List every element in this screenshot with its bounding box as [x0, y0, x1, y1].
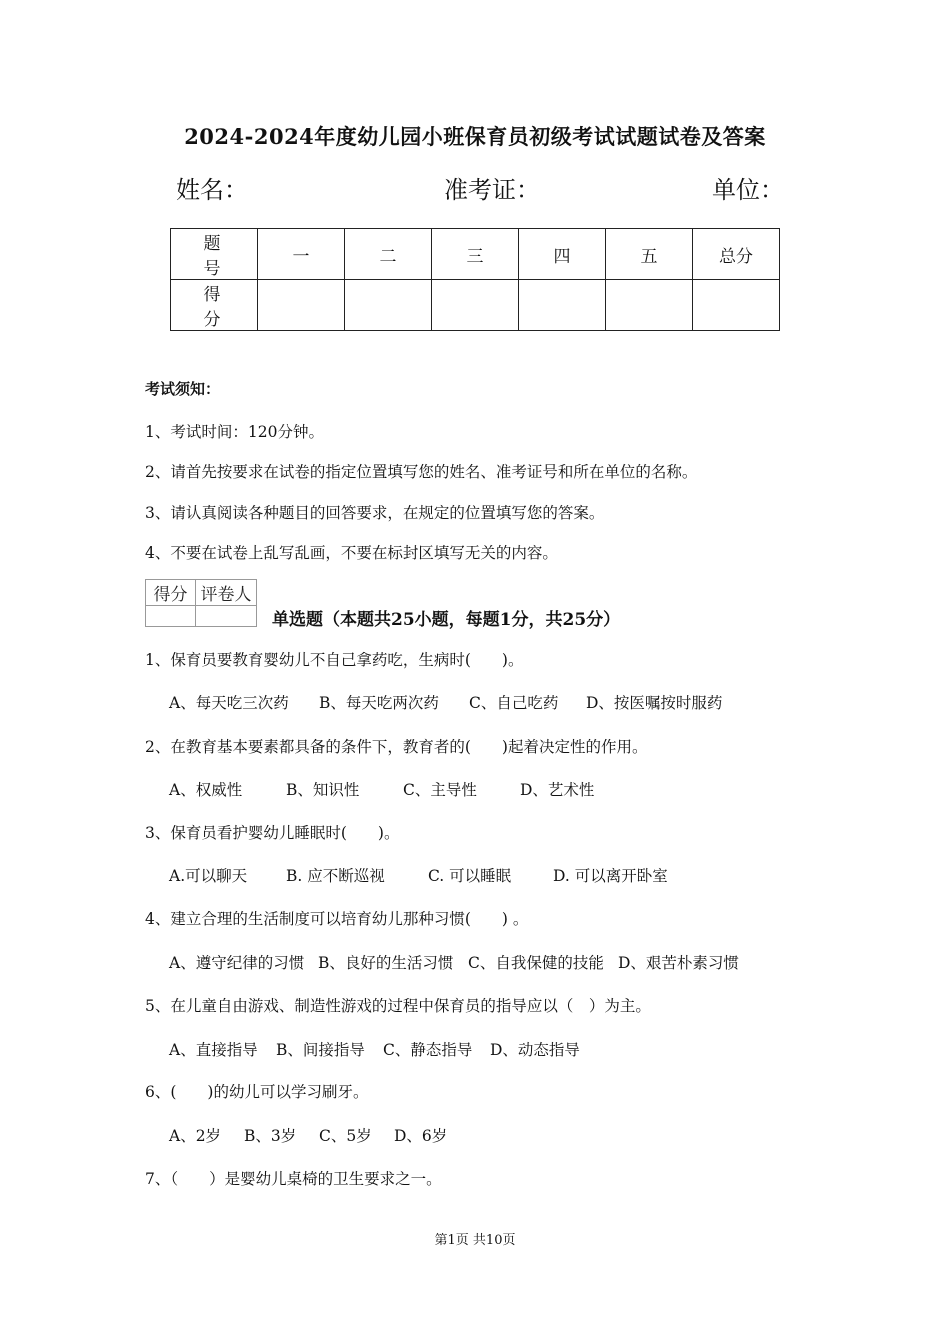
option: B、间接指导	[276, 1041, 365, 1059]
option: C、自己吃药	[469, 694, 559, 712]
option: D、按医嘱按时服药	[586, 694, 723, 712]
question-stem: 1、保育员要教育婴幼儿不自己拿药吃，生病时( )。	[145, 651, 524, 669]
question-stem: 3、保育员看护婴幼儿睡眠时( )。	[145, 824, 400, 842]
option: B、每天吃两次药	[319, 694, 439, 712]
question-options	[169, 864, 668, 886]
option: A、权威性	[169, 781, 243, 799]
notice-item: 1、考试时间：120分钟。	[145, 423, 324, 441]
option: C、静态指导	[383, 1041, 473, 1059]
section-title: 单选题（本题共25小题，每题1分，共25分）	[272, 610, 621, 630]
option: C、5岁	[319, 1127, 372, 1145]
score-table-cell: 一	[258, 229, 345, 280]
option: C、主导性	[403, 781, 477, 799]
question-options	[169, 1124, 447, 1146]
question-options	[169, 1038, 580, 1060]
exam-number-label: 准考证：	[444, 176, 540, 204]
option: D、艰苦朴素习惯	[618, 954, 739, 972]
score-entry-cell	[345, 280, 432, 331]
notice-item: 4、不要在试卷上乱写乱画，不要在标封区填写无关的内容。	[145, 544, 558, 562]
option: B. 应不断巡视	[286, 867, 385, 885]
question-options	[169, 951, 739, 973]
question-options	[169, 691, 722, 713]
option: B、知识性	[286, 781, 360, 799]
score-table-cell: 题 号	[171, 229, 258, 280]
notice-item: 2、请首先按要求在试卷的指定位置填写您的姓名、准考证号和所在单位的名称。	[145, 463, 698, 481]
grader-name-cell	[196, 606, 257, 627]
page-footer: 第1页 共10页	[434, 1233, 516, 1248]
score-table-cell: 二	[345, 229, 432, 280]
grader-name-label: 评卷人	[196, 580, 257, 606]
option: A、直接指导	[169, 1041, 258, 1059]
score-table-cell: 五	[606, 229, 693, 280]
option: B、3岁	[244, 1127, 297, 1145]
score-table	[170, 228, 780, 331]
option: C、自我保健的技能	[468, 954, 604, 972]
question-stem: 4、建立合理的生活制度可以培育幼儿那种习惯( ) 。	[145, 910, 529, 928]
question-stem: 5、在儿童自由游戏、制造性游戏的过程中保育员的指导应以（ ）为主。	[145, 997, 651, 1015]
option: A、遵守纪律的习惯	[169, 954, 305, 972]
question-stem: 2、在教育基本要素都具备的条件下，教育者的( )起着决定性的作用。	[145, 738, 648, 756]
unit-label: 单位：	[712, 176, 784, 204]
score-entry-cell	[606, 280, 693, 331]
option: A、每天吃三次药	[169, 694, 289, 712]
score-table-cell: 得 分	[171, 280, 258, 331]
option: D、动态指导	[490, 1041, 580, 1059]
grader-box	[145, 579, 257, 627]
score-table-score-row	[171, 280, 780, 331]
name-label: 姓名：	[176, 176, 248, 204]
option: D、艺术性	[520, 781, 595, 799]
notice-title: 考试须知：	[145, 380, 221, 398]
option: D. 可以离开卧室	[553, 867, 668, 885]
option: D、6岁	[394, 1127, 448, 1145]
score-table-cell: 总分	[693, 229, 780, 280]
grader-score-label: 得分	[146, 580, 196, 606]
question-options	[169, 778, 594, 800]
option: B、良好的生活习惯	[318, 954, 454, 972]
score-entry-cell	[432, 280, 519, 331]
score-table-header-row	[171, 229, 780, 280]
score-table-cell: 三	[432, 229, 519, 280]
question-stem: 6、( )的幼儿可以学习刷牙。	[145, 1083, 369, 1101]
notice-item: 3、请认真阅读各种题目的回答要求，在规定的位置填写您的答案。	[145, 504, 605, 522]
option: A.可以聊天	[169, 867, 248, 885]
exam-title: 2024-2024年度幼儿园小班保育员初级考试试题试卷及答案	[184, 124, 766, 149]
option: C. 可以睡眠	[428, 867, 512, 885]
score-table-cell: 四	[519, 229, 606, 280]
grader-score-cell	[146, 606, 196, 627]
score-entry-cell	[519, 280, 606, 331]
score-entry-cell	[693, 280, 780, 331]
option: A、2岁	[169, 1127, 222, 1145]
question-stem: 7、（ ）是婴幼儿桌椅的卫生要求之一。	[145, 1170, 442, 1188]
